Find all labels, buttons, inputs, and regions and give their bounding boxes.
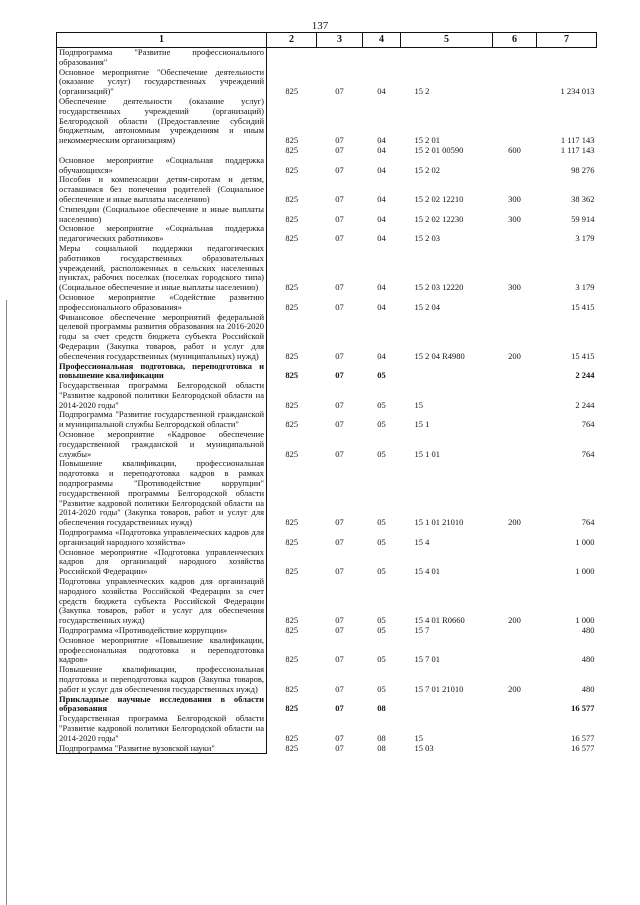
row-c4-cell: 05 xyxy=(377,654,386,665)
row-c5-cell: 15 1 01 xyxy=(414,448,440,459)
row-c5-cell xyxy=(401,48,493,68)
row-c5-cell: 15 7 01 xyxy=(414,654,440,665)
table-row xyxy=(57,430,597,459)
row-c3-cell: 07 xyxy=(335,233,344,244)
table-row xyxy=(57,68,597,97)
row-c7-cell: 480 xyxy=(581,654,595,665)
table-row xyxy=(57,205,597,225)
row-c3-cell: 07 xyxy=(335,732,344,743)
row-c3-cell: 07 xyxy=(335,615,344,626)
row-c7-cell xyxy=(537,48,597,68)
row-c5-cell: 15 xyxy=(414,732,423,743)
row-c5-cell: 15 2 04 R4980 xyxy=(414,350,465,361)
row-c5-cell: 15 1 01 21010 xyxy=(414,517,464,528)
row-c7-cell: 3 179 xyxy=(575,233,595,244)
row-name-cell: Профессиональная подготовка, переподготовка и повышение квалификации xyxy=(57,362,267,382)
row-c2-cell: 825 xyxy=(285,399,299,410)
row-c3-cell: 07 xyxy=(335,517,344,528)
row-c3-cell: 07 xyxy=(335,399,344,410)
row-c3-cell: 07 xyxy=(335,213,344,224)
row-c5-cell: 15 1 xyxy=(414,419,430,430)
row-c2-cell: 825 xyxy=(285,144,299,155)
row-c4-cell: 04 xyxy=(377,233,386,244)
header-col-2: 2 xyxy=(267,33,317,48)
row-c5-cell: 15 2 03 xyxy=(414,233,440,244)
row-c2-cell: 825 xyxy=(285,683,299,694)
row-c4-cell: 05 xyxy=(377,625,386,636)
row-c3-cell: 07 xyxy=(335,743,344,754)
row-name-cell: Финансовое обеспечение мероприятий федеральной целевой программы развития образования на 2016-2020 годы за счет средств бюджета субъекта Российской Федерации (Закупка товаров, работ и услуг для обеспечения государственных (муниципальных) нужд) xyxy=(57,313,267,362)
row-c2-cell xyxy=(267,48,317,68)
row-c5-cell: 15 2 01 xyxy=(414,135,440,146)
row-c3-cell: 07 xyxy=(335,683,344,694)
row-c2-cell: 825 xyxy=(285,566,299,577)
row-name-cell: Государственная программа Белгородской области "Развитие кадровой политики Белгородской области на 2014-2020 годы" xyxy=(57,714,267,743)
row-c7-cell: 16 577 xyxy=(571,732,595,743)
row-c7-cell: 1 000 xyxy=(575,566,595,577)
row-c7-cell: 3 179 xyxy=(575,282,595,293)
row-c3-cell: 07 xyxy=(335,566,344,577)
row-c2-cell: 825 xyxy=(285,419,299,430)
row-name-cell: Подготовка управленческих кадров для организаций народного хозяйства Российской Федерации за счет средств бюджета субъекта Российской Федерации (Закупка товаров, работ и услуг для обеспечения государственных нужд) xyxy=(57,577,267,626)
row-name-cell: Основное мероприятие «Подготовка управленческих кадров для организаций народного хозяйства Российской Федерации» xyxy=(57,548,267,577)
row-c6-cell xyxy=(493,410,537,430)
row-c7-cell: 2 244 xyxy=(575,399,595,410)
row-c4-cell: 05 xyxy=(377,419,386,430)
row-c7-cell: 38 362 xyxy=(571,193,595,204)
row-c6-cell: 600 xyxy=(508,144,521,155)
table-row xyxy=(57,744,597,754)
row-c4-cell: 04 xyxy=(377,350,386,361)
table-row xyxy=(57,175,597,204)
row-c2-cell: 825 xyxy=(285,732,299,743)
row-c6-cell xyxy=(493,626,537,636)
table-row xyxy=(57,381,597,410)
table-row xyxy=(57,362,597,382)
row-c7-cell: 15 415 xyxy=(571,301,595,312)
row-c3-cell: 07 xyxy=(335,282,344,293)
table-row xyxy=(57,48,597,68)
row-c7-cell: 15 415 xyxy=(571,350,595,361)
row-c3-cell: 07 xyxy=(335,135,344,146)
binding-edge-line xyxy=(6,300,7,905)
row-c4-cell: 08 xyxy=(377,703,386,714)
table-row xyxy=(57,714,597,743)
row-c2-cell: 825 xyxy=(285,86,299,97)
row-c7-cell: 480 xyxy=(581,625,595,636)
row-c3-cell: 07 xyxy=(335,301,344,312)
table-row xyxy=(57,548,597,577)
row-c4-cell: 05 xyxy=(377,517,386,528)
row-name-cell: Пособия и компенсации детям-сиротам и детям, оставшимся без попечения родителей (Социальное обеспечение и иные выплаты населению) xyxy=(57,175,267,204)
row-c6-cell xyxy=(493,744,537,754)
row-c5-cell: 15 7 01 21010 xyxy=(414,683,464,694)
table-body xyxy=(57,48,597,754)
row-c5-cell: 15 4 xyxy=(414,536,430,547)
table-row xyxy=(57,224,597,244)
row-c4-cell: 05 xyxy=(377,448,386,459)
row-c6-cell xyxy=(493,97,537,146)
row-c7-cell: 16 577 xyxy=(571,743,595,754)
row-c6-cell xyxy=(493,48,537,68)
row-c5-cell: 15 7 xyxy=(414,625,430,636)
row-c3-cell: 07 xyxy=(335,419,344,430)
row-c5-cell: 15 2 02 12230 xyxy=(414,213,464,224)
table-row xyxy=(57,459,597,528)
row-c2-cell: 825 xyxy=(285,743,299,754)
row-name-cell: Повышение квалификации, профессиональная подготовка и переподготовка кадров (Закупка товаров, работ и услуг для обеспечения государственных нужд) xyxy=(57,665,267,694)
row-c5-cell: 15 2 02 xyxy=(414,164,440,175)
row-c3-cell: 07 xyxy=(335,703,344,714)
row-c2-cell: 825 xyxy=(285,370,299,381)
row-c6-cell: 300 xyxy=(508,282,521,293)
row-c2-cell: 825 xyxy=(285,350,299,361)
row-c4-cell: 05 xyxy=(377,370,386,381)
row-c6-cell xyxy=(493,381,537,410)
row-c5-cell: 15 4 01 xyxy=(414,566,440,577)
row-c6-cell xyxy=(493,362,537,382)
row-c3-cell: 07 xyxy=(335,654,344,665)
row-name-cell: Государственная программа Белгородской области "Развитие кадровой политики Белгородской области на 2014-2020 годы" xyxy=(57,381,267,410)
row-c6-cell xyxy=(493,224,537,244)
row-c7-cell: 2 244 xyxy=(575,370,595,381)
row-c2-cell: 825 xyxy=(285,615,299,626)
row-c3-cell xyxy=(317,48,363,68)
row-c3-cell: 07 xyxy=(335,370,344,381)
row-c6-cell: 200 xyxy=(508,683,521,694)
row-name-cell: Подпрограмма «Противодействие коррупции» xyxy=(57,626,267,636)
budget-table xyxy=(56,32,597,754)
row-c5-cell: 15 4 01 R0660 xyxy=(414,615,465,626)
row-c5-cell: 15 2 xyxy=(414,86,430,97)
row-c6-cell xyxy=(493,714,537,743)
row-c2-cell: 825 xyxy=(285,517,299,528)
row-c3-cell: 07 xyxy=(335,86,344,97)
table-row xyxy=(57,528,597,548)
row-c7-cell: 764 xyxy=(581,419,595,430)
row-c3-cell: 07 xyxy=(335,164,344,175)
row-c7-cell: 1 000 xyxy=(575,536,595,547)
row-c4-cell: 04 xyxy=(377,135,386,146)
header-col-4: 4 xyxy=(363,33,401,48)
row-c6-cell xyxy=(493,695,537,715)
row-name-cell: Подпрограмма "Развитие профессионального образования" xyxy=(57,48,267,68)
row-c6-cell: 200 xyxy=(508,350,521,361)
row-c5-cell: 15 xyxy=(414,399,423,410)
row-c7-cell: 98 276 xyxy=(571,164,595,175)
table-row xyxy=(57,244,597,293)
row-name-cell: Основное мероприятие «Содействие развитию профессионального образования» xyxy=(57,293,267,313)
row-c4-cell: 04 xyxy=(377,193,386,204)
row-name-cell: Подпрограмма "Развитие государственной гражданской и муниципальной службы Белгородской области" xyxy=(57,410,267,430)
row-name-cell: Основное мероприятие «Социальная поддержка педагогических работников» xyxy=(57,224,267,244)
row-name-cell: Прикладные научные исследования в области образования xyxy=(57,695,267,715)
header-col-7: 7 xyxy=(537,33,597,48)
row-c3-cell: 07 xyxy=(335,448,344,459)
row-c3-cell: 07 xyxy=(335,144,344,155)
row-c4-cell: 04 xyxy=(377,164,386,175)
row-c4-cell: 05 xyxy=(377,536,386,547)
row-c6-cell xyxy=(493,528,537,548)
row-c2-cell: 825 xyxy=(285,301,299,312)
row-name-cell: Основное мероприятие «Социальная поддержка обучающихся» xyxy=(57,156,267,176)
row-c7-cell: 1 117 143 xyxy=(560,144,595,155)
row-c2-cell: 825 xyxy=(285,233,299,244)
row-name-cell: Подпрограмма "Развитие вузовской науки" xyxy=(57,744,267,754)
row-c4-cell: 04 xyxy=(377,213,386,224)
row-c6-cell: 300 xyxy=(508,193,521,204)
row-c4-cell: 04 xyxy=(377,144,386,155)
row-c4-cell: 05 xyxy=(377,683,386,694)
row-c3-cell: 07 xyxy=(335,193,344,204)
row-c7-cell: 480 xyxy=(581,683,595,694)
row-c2-cell: 825 xyxy=(285,654,299,665)
header-col-3: 3 xyxy=(317,33,363,48)
row-name-cell: Обеспечение деятельности (оказание услуг) государственных учреждений (организаций) Белгородской области (Предоставление субсидий бюджетным, автономным учреждениям и иным некоммерческим организациям) xyxy=(57,97,267,146)
row-c5-cell: 15 2 02 12210 xyxy=(414,193,464,204)
row-c4-cell: 04 xyxy=(377,301,386,312)
row-c4-cell: 05 xyxy=(377,566,386,577)
row-c5-cell xyxy=(401,695,493,715)
row-c5-cell: 15 2 01 00590 xyxy=(414,144,464,155)
table-row xyxy=(57,293,597,313)
row-c2-cell: 825 xyxy=(285,164,299,175)
row-c3-cell: 07 xyxy=(335,625,344,636)
row-c7-cell: 1 117 143 xyxy=(560,135,595,146)
page-number: 137 xyxy=(311,20,329,32)
row-name-cell: Меры социальной поддержки педагогических работников государственных образовательных учреждений, расположенных в сельских населенных пунктах, рабочих поселках (поселках городского типа) (Социальное обеспечение и иные выплаты населению) xyxy=(57,244,267,293)
header-col-1: 1 xyxy=(57,33,267,48)
row-c4-cell xyxy=(363,48,401,68)
row-c3-cell: 07 xyxy=(335,350,344,361)
row-name-cell: Подпрограмма «Подготовка управленческих кадров для организаций народного хозяйства» xyxy=(57,528,267,548)
row-name-cell: Стипендии (Социальное обеспечение и иные выплаты населению) xyxy=(57,205,267,225)
table-row xyxy=(57,410,597,430)
row-c6-cell xyxy=(493,430,537,459)
header-col-6: 6 xyxy=(493,33,537,48)
table-row xyxy=(57,156,597,176)
row-c6-cell xyxy=(493,68,537,97)
table-row xyxy=(57,695,597,715)
row-c2-cell: 825 xyxy=(285,703,299,714)
row-name-cell: Повышение квалификации, профессиональная подготовка и переподготовка кадров в рамках подпрограммы "Противодействие коррупции" государственной программы Белгородской области "Развитие кадровой политики Белгородской области на 2014-2020 годы" (Закупка товаров, работ и услуг для обеспечения государственных нужд) xyxy=(57,459,267,528)
row-c6-cell: 300 xyxy=(508,213,521,224)
table-row xyxy=(57,665,597,694)
row-c7-cell: 1 234 013 xyxy=(560,86,595,97)
row-c2-cell: 825 xyxy=(285,536,299,547)
row-c2-cell: 825 xyxy=(285,625,299,636)
table-row xyxy=(57,313,597,362)
table-row xyxy=(57,577,597,626)
row-c4-cell: 05 xyxy=(377,399,386,410)
table-row xyxy=(57,97,597,146)
row-c4-cell: 08 xyxy=(377,743,386,754)
row-c7-cell: 764 xyxy=(581,517,595,528)
row-c6-cell xyxy=(493,636,537,665)
row-c2-cell: 825 xyxy=(285,448,299,459)
row-c6-cell: 200 xyxy=(508,517,521,528)
row-c4-cell: 05 xyxy=(377,615,386,626)
row-c7-cell: 1 000 xyxy=(575,615,595,626)
row-c3-cell: 07 xyxy=(335,536,344,547)
row-c2-cell: 825 xyxy=(285,282,299,293)
row-c6-cell xyxy=(493,548,537,577)
row-c7-cell: 764 xyxy=(581,448,595,459)
row-c6-cell: 200 xyxy=(508,615,521,626)
row-c6-cell xyxy=(493,293,537,313)
row-c2-cell: 825 xyxy=(285,135,299,146)
row-c4-cell: 04 xyxy=(377,282,386,293)
row-c2-cell: 825 xyxy=(285,213,299,224)
row-c4-cell: 04 xyxy=(377,86,386,97)
header-col-5: 5 xyxy=(401,33,493,48)
row-c4-cell: 08 xyxy=(377,732,386,743)
row-c7-cell: 16 577 xyxy=(571,703,595,714)
row-c5-cell: 15 2 03 12220 xyxy=(414,282,464,293)
row-name-cell: Основное мероприятие "Обеспечение деятельности (оказание услуг) государственных учреждений (организаций)" xyxy=(57,68,267,97)
row-c7-cell: 59 914 xyxy=(571,213,595,224)
table-header-row xyxy=(57,33,597,48)
row-c2-cell: 825 xyxy=(285,193,299,204)
row-c5-cell xyxy=(401,362,493,382)
row-c5-cell: 15 2 04 xyxy=(414,301,440,312)
row-name-cell: Основное мероприятие «Кадровое обеспечение государственной гражданской и муниципальной службы» xyxy=(57,430,267,459)
row-c5-cell: 15 03 xyxy=(414,743,434,754)
row-c6-cell xyxy=(493,156,537,176)
row-name-cell: Основное мероприятие «Повышение квалификации, профессиональная подготовка и переподготовка кадров» xyxy=(57,636,267,665)
table-row xyxy=(57,636,597,665)
